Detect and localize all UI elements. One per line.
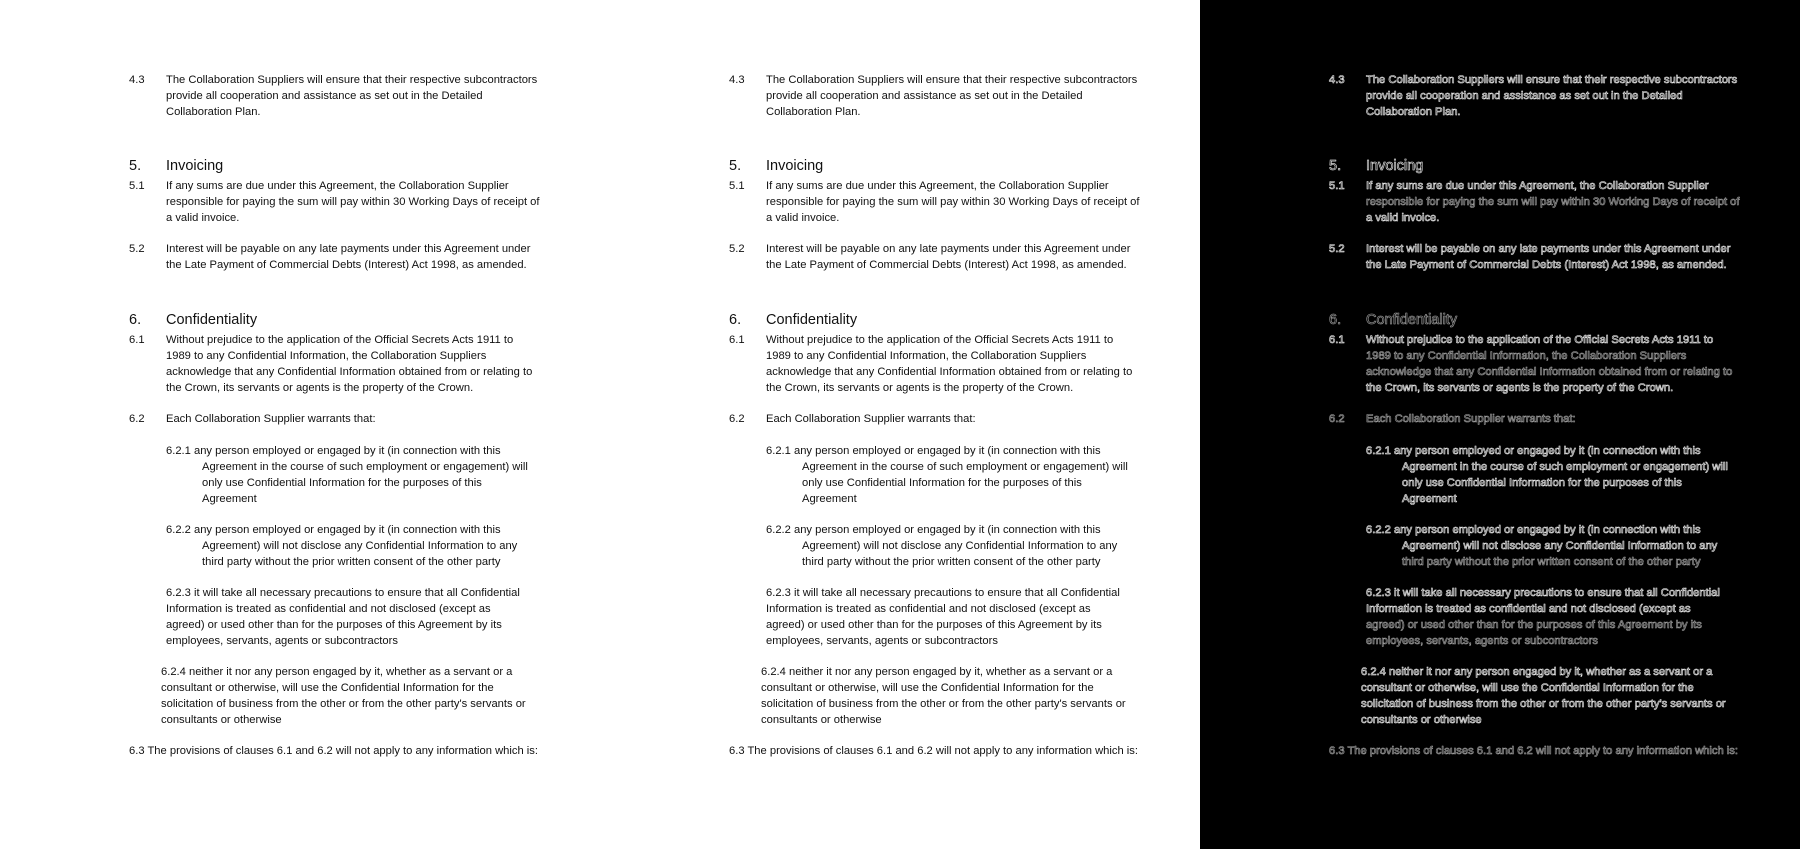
clause-5-1-line: a valid invoice. [766,212,840,224]
clause-6-1-line: Without prejudice to the application of the Official Secrets Acts 1911 to [766,334,1114,346]
clause-5-1-line: responsible for paying the sum will pay within 30 Working Days of receipt of [766,196,1140,208]
section-number: 5. [129,158,142,174]
clause-6-1-line: acknowledge that any Confidential Information obtained from or relating to [766,366,1133,378]
clause-6-1-line: Without prejudice to the application of the Official Secrets Acts 1911 to [1366,334,1714,346]
clause-6-2-3-line: agreed) or used other than for the purposes of this Agreement by its [166,619,502,631]
clause-6-1-line: 1989 to any Confidential Information, the Collaboration Suppliers [1366,350,1687,362]
clause-number: 5.2 [1329,243,1345,255]
clause-6-1-line: acknowledge that any Confidential Information obtained from or relating to [166,366,533,378]
clause-6-2-3-line: Information is treated as confidential and not disclosed (except as [766,603,1091,615]
clause-6-2-3-line: 6.2.3 it will take all necessary precautions to ensure that all Confidential [166,587,520,599]
clause-number: 4.3 [129,74,145,86]
clause-6-1-line: the Crown, its servants or agents is the property of the Crown. [166,382,474,394]
clause-6-2-2-line: 6.2.2 any person employed or engaged by it (in connection with this [166,524,501,536]
clause-6-1-line: Without prejudice to the application of the Official Secrets Acts 1911 to [166,334,514,346]
clause-6-2-4-line: solicitation of business from the other or from the other party's servants or [761,698,1126,710]
section-number: 6. [129,312,142,328]
clause-6-1-line: the Crown, its servants or agents is the property of the Crown. [1366,382,1674,394]
section-number: 5. [729,158,742,174]
clause-6-2-3-line: agreed) or used other than for the purposes of this Agreement by its [766,619,1102,631]
clause-6-2-3-line: employees, servants, agents or subcontractors [166,635,398,647]
clause-5-2-line: the Late Payment of Commercial Debts (Interest) Act 1998, as amended. [1366,259,1727,271]
clause-6-1-line: 1989 to any Confidential Information, the Collaboration Suppliers [766,350,1087,362]
clause-6-2-4-line: 6.2.4 neither it nor any person engaged by it, whether as a servant or a [761,666,1113,678]
clause-6-2-text: Each Collaboration Supplier warrants that: [766,413,976,425]
clause-5-2-line: Interest will be payable on any late payments under this Agreement under [166,243,531,255]
clause-4-3-line: The Collaboration Suppliers will ensure that their respective subcontractors [1366,74,1738,86]
clause-5-1-line: responsible for paying the sum will pay within 30 Working Days of receipt of [166,196,540,208]
section-number: 5. [1329,158,1342,174]
clause-5-2-line: Interest will be payable on any late payments under this Agreement under [766,243,1131,255]
clause-4-3-line: The Collaboration Suppliers will ensure that their respective subcontractors [166,74,538,86]
clause-6-3-text: 6.3 The provisions of clauses 6.1 and 6.2 will not apply to any information which is: [1329,745,1738,757]
clause-6-2-1-line: only use Confidential Information for the purposes of this [202,477,482,489]
clause-4-3-line: provide all cooperation and assistance as set out in the Detailed [1366,90,1683,102]
clause-number: 5.2 [129,243,145,255]
section-heading-confidentiality: Confidentiality [766,312,858,328]
clause-5-1-line: responsible for paying the sum will pay within 30 Working Days of receipt of [1366,196,1740,208]
clause-6-2-2-line: third party without the prior written consent of the other party [802,556,1101,568]
clause-number: 4.3 [729,74,745,86]
clause-5-2-line: the Late Payment of Commercial Debts (Interest) Act 1998, as amended. [766,259,1127,271]
clause-6-2-1-line: only use Confidential Information for the purposes of this [1402,477,1682,489]
clause-4-3-line: Collaboration Plan. [766,106,861,118]
clause-number: 5.1 [1329,180,1345,192]
clause-6-3-text: 6.3 The provisions of clauses 6.1 and 6.2 will not apply to any information which is: [729,745,1138,757]
clause-number: 6.2 [129,413,145,425]
clause-number: 6.1 [729,334,745,346]
clause-6-2-3-line: agreed) or used other than for the purposes of this Agreement by its [1366,619,1702,631]
clause-4-3-line: Collaboration Plan. [166,106,261,118]
clause-number: 5.1 [129,180,145,192]
clause-6-2-1-line: Agreement in the course of such employment or engagement) will [202,461,528,473]
clause-6-2-text: Each Collaboration Supplier warrants that: [166,413,376,425]
clause-6-2-2-line: Agreement) will not disclose any Confidential Information to any [802,540,1118,552]
clause-6-1-line: the Crown, its servants or agents is the property of the Crown. [766,382,1074,394]
clause-6-2-4-line: consultants or otherwise [761,714,882,726]
clause-number: 6.1 [129,334,145,346]
clause-6-2-1-line: Agreement in the course of such employment or engagement) will [1402,461,1728,473]
clause-6-2-4-line: consultant or otherwise, will use the Confidential Information for the [1361,682,1694,694]
clause-6-2-text: Each Collaboration Supplier warrants that: [1366,413,1576,425]
section-heading-confidentiality: Confidentiality [1366,312,1458,328]
document-text [0,0,600,849]
clause-6-1-line: acknowledge that any Confidential Information obtained from or relating to [1366,366,1733,378]
section-number: 6. [729,312,742,328]
clause-4-3-line: provide all cooperation and assistance as set out in the Detailed [166,90,483,102]
clause-6-2-2-line: Agreement) will not disclose any Confidential Information to any [1402,540,1718,552]
clause-5-1-line: If any sums are due under this Agreement, the Collaboration Supplier [1366,180,1709,192]
clause-6-2-1-line: Agreement in the course of such employment or engagement) will [802,461,1128,473]
clause-6-2-3-line: Information is treated as confidential and not disclosed (except as [166,603,491,615]
clause-number: 5.2 [729,243,745,255]
clause-6-2-1-line: 6.2.1 any person employed or engaged by it (in connection with this [1366,445,1701,457]
clause-6-2-2-line: third party without the prior written consent of the other party [202,556,501,568]
clause-number: 6.1 [1329,334,1345,346]
clause-5-1-line: a valid invoice. [166,212,240,224]
document-text [600,0,1200,849]
clause-6-2-4-line: consultants or otherwise [1361,714,1482,726]
section-heading-invoicing: Invoicing [1366,158,1424,174]
clause-5-2-line: the Late Payment of Commercial Debts (Interest) Act 1998, as amended. [166,259,527,271]
document-text [1200,0,1800,849]
clause-5-2-line: Interest will be payable on any late payments under this Agreement under [1366,243,1731,255]
clause-6-2-4-line: consultants or otherwise [161,714,282,726]
clause-6-2-1-line: Agreement [202,493,257,505]
document-page-copy [600,0,1200,849]
clause-4-3-line: provide all cooperation and assistance as set out in the Detailed [766,90,1083,102]
clause-6-2-3-line: employees, servants, agents or subcontractors [766,635,998,647]
clause-6-1-line: 1989 to any Confidential Information, the Collaboration Suppliers [166,350,487,362]
clause-6-2-1-line: 6.2.1 any person employed or engaged by it (in connection with this [766,445,1101,457]
clause-6-2-3-line: 6.2.3 it will take all necessary precautions to ensure that all Confidential [1366,587,1720,599]
clause-6-2-4-line: consultant or otherwise, will use the Confidential Information for the [761,682,1094,694]
clause-6-2-4-line: solicitation of business from the other or from the other party's servants or [161,698,526,710]
section-heading-invoicing: Invoicing [766,158,824,174]
clause-6-2-4-line: 6.2.4 neither it nor any person engaged by it, whether as a servant or a [1361,666,1713,678]
document-page-inverted [1200,0,1800,849]
section-heading-confidentiality: Confidentiality [166,312,258,328]
clause-6-2-2-line: 6.2.2 any person employed or engaged by it (in connection with this [766,524,1101,536]
clause-number: 4.3 [1329,74,1345,86]
clause-6-2-1-line: Agreement [802,493,857,505]
clause-4-3-line: The Collaboration Suppliers will ensure that their respective subcontractors [766,74,1138,86]
clause-6-2-4-line: consultant or otherwise, will use the Confidential Information for the [161,682,494,694]
clause-6-2-3-line: 6.2.3 it will take all necessary precautions to ensure that all Confidential [766,587,1120,599]
clause-6-2-1-line: 6.2.1 any person employed or engaged by it (in connection with this [166,445,501,457]
clause-5-1-line: If any sums are due under this Agreement, the Collaboration Supplier [766,180,1109,192]
clause-4-3-line: Collaboration Plan. [1366,106,1461,118]
clause-6-2-4-line: 6.2.4 neither it nor any person engaged by it, whether as a servant or a [161,666,513,678]
clause-6-2-2-line: third party without the prior written consent of the other party [1402,556,1701,568]
clause-number: 5.1 [729,180,745,192]
clause-6-2-3-line: employees, servants, agents or subcontractors [1366,635,1598,647]
clause-6-2-4-line: solicitation of business from the other or from the other party's servants or [1361,698,1726,710]
clause-6-2-2-line: Agreement) will not disclose any Confidential Information to any [202,540,518,552]
clause-6-2-1-line: Agreement [1402,493,1457,505]
section-heading-invoicing: Invoicing [166,158,224,174]
clause-number: 6.2 [729,413,745,425]
clause-6-2-1-line: only use Confidential Information for the purposes of this [802,477,1082,489]
clause-5-1-line: a valid invoice. [1366,212,1440,224]
clause-6-2-3-line: Information is treated as confidential and not disclosed (except as [1366,603,1691,615]
section-number: 6. [1329,312,1342,328]
clause-6-2-2-line: 6.2.2 any person employed or engaged by it (in connection with this [1366,524,1701,536]
clause-5-1-line: If any sums are due under this Agreement, the Collaboration Supplier [166,180,509,192]
clause-number: 6.2 [1329,413,1345,425]
document-page-original [0,0,600,849]
clause-6-3-text: 6.3 The provisions of clauses 6.1 and 6.2 will not apply to any information which is: [129,745,538,757]
